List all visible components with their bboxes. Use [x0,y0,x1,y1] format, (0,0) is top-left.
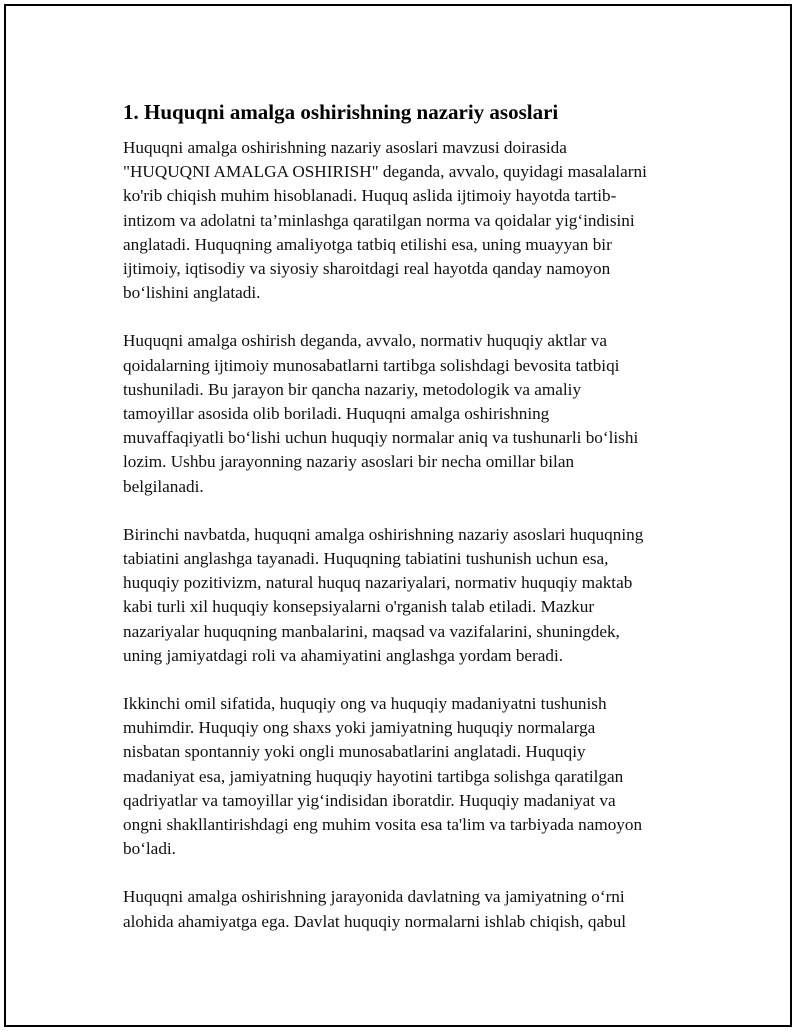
text-line: bo‘lishini anglatadi. [123,283,261,303]
text-line: intizom va adolatni ta’minlashga qaratilgan norma va qoidalar yig‘indisini [123,210,635,230]
text-line: lozim. Ushbu jarayonning nazariy asoslari bir necha omillar bilan [123,452,575,472]
text-line: ijtimoiy, iqtisodiy va siyosiy sharoitdagi real hayotda qanday namoyon [123,259,611,279]
text-line: Birinchi navbatda, huquqni amalga oshirishning nazariy asoslari huquqning [123,524,644,544]
text-line: alohida ahamiyatga ega. Davlat huquqiy normalarni ishlab chiqish, qabul [123,911,627,931]
document-content [123,98,703,958]
text-line: madaniyat esa, jamiyatning huquqiy hayotini tartibga solishga qaratilgan [123,766,624,786]
paragraph [123,885,703,933]
text-line: Huquqni amalga oshirish deganda, avvalo, normativ huquqiy aktlar va [123,331,607,351]
text-line: bo‘ladi. [123,839,176,859]
text-line: belgilanadi. [123,476,204,496]
document-page [4,4,792,1027]
paragraph-list [123,136,703,934]
text-line: muhimdir. Huquqiy ong shaxs yoki jamiyatning huquqiy normalarga [123,718,596,738]
text-line: "HUQUQNI AMALGA OSHIRISH" deganda, avvalo, quyidagi masalalarni [123,162,647,182]
text-line: anglatadi. Huquqning amaliyotga tatbiq etilishi esa, uning muayyan bir [123,234,612,254]
text-line: ongni shakllantirishdagi eng muhim vosita esa ta'lim va tarbiyada namoyon [123,815,643,835]
text-line: Huquqni amalga oshirishning jarayonida davlatning va jamiyatning o‘rni [123,887,625,907]
text-line: qadriyatlar va tamoyillar yig‘indisidan iboratdir. Huquqiy madaniyat va [123,790,616,810]
text-line: Huquqni amalga oshirishning nazariy asoslari mavzusi doirasida [123,138,567,157]
text-line: tamoyillar asosida olib boriladi. Huquqni amalga oshirishning [123,404,550,424]
paragraph [123,692,703,861]
text-line: tushuniladi. Bu jarayon bir qancha nazariy, metodologik va amaliy [123,379,582,399]
text-line: ko'rib chiqish muhim hisoblanadi. Huquq aslida ijtimoiy hayotda tartib- [123,186,617,206]
section-title: 1. Huquqni amalga oshirishning nazariy asoslari [123,100,559,124]
text-line: Ikkinchi omil sifatida, huquqiy ong va huquqiy madaniyatni tushunish [123,694,607,714]
paragraph [123,523,703,668]
text-line: tabiatini anglashga tayanadi. Huquqning tabiatini tushunish uchun esa, [123,549,609,569]
text-line: muvaffaqiyatli bo‘lishi uchun huquqiy normalar aniq va tushunarli bo‘lishi [123,428,639,448]
paragraph [123,329,703,498]
text-line: nisbatan spontanniy yoki ongli munosabatlarini anglatadi. Huquqiy [123,742,586,762]
paragraph [123,136,703,305]
text-line: uning jamiyatdagi roli va ahamiyatini anglashga yordam beradi. [123,645,564,665]
text-line: kabi turli xil huquqiy konsepsiyalarni o'rganish talab etiladi. Mazkur [123,597,595,617]
text-line: huquqiy pozitivizm, natural huquq nazariyalari, normativ huquqiy maktab [123,573,633,593]
text-line: nazariyalar huquqning manbalarini, maqsad va vazifalarini, shuningdek, [123,621,620,641]
text-line: qoidalarning ijtimoiy munosabatlarni tartibga solishdagi bevosita tatbiqi [123,355,620,375]
